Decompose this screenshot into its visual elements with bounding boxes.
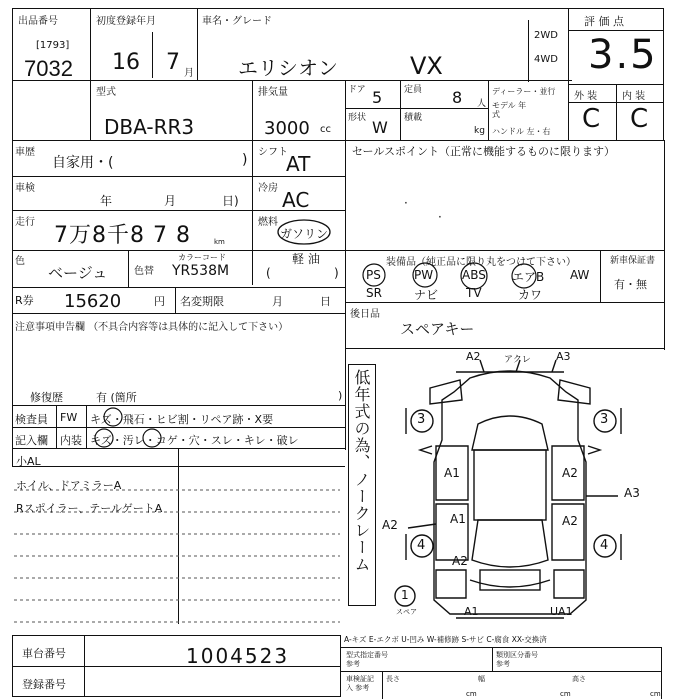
fuel-gasoline: ガソリン <box>280 227 329 241</box>
spare-label: スペア <box>396 608 417 616</box>
aftermarket-label: 後日品 <box>350 309 380 320</box>
mark-left-front-door: A1 <box>444 466 460 480</box>
chassis-label: 車台番号 <box>22 647 66 660</box>
claim-notice: 低年式の為、ノークレーム <box>352 369 371 573</box>
mark-left-quarter: A2 <box>382 518 398 532</box>
inspection-label: 車検 <box>15 183 35 194</box>
equip-pw: PW <box>414 268 434 282</box>
score-label: 評 価 点 <box>584 15 624 28</box>
repair-label: 修復歴 <box>30 391 63 404</box>
entry-label: 記入欄 <box>15 434 48 447</box>
ext-label: 外 装 <box>574 91 598 102</box>
ac-label: 冷房 <box>258 183 278 194</box>
remark-1: 小AL <box>16 455 41 468</box>
width-cm: cm <box>560 690 571 698</box>
inspection-year: 年 <box>100 194 113 208</box>
class-label: 類別区分番号 参考 <box>496 651 538 668</box>
model-name: エリシオン <box>238 56 338 80</box>
recycle-label: R券 <box>15 294 34 307</box>
score-value: 3.5 <box>588 32 658 78</box>
mark-top-right: A3 <box>556 350 571 363</box>
mark-fl-wheel: 3 <box>417 412 426 427</box>
history-label: 車歴 <box>15 147 35 158</box>
drive-2wd: 2WD <box>534 30 558 41</box>
ext-grade: C <box>582 104 601 134</box>
int-items-label: 内装 <box>60 434 82 447</box>
color-label: 色 <box>15 256 25 267</box>
fuel-paren-close: ) <box>334 266 339 280</box>
mileage-label: 走行 <box>15 217 35 228</box>
lot-code: [1793] <box>36 40 70 51</box>
int-grade: C <box>630 104 649 134</box>
mark-spare: 1 <box>401 588 409 602</box>
mark-fr-wheel: 3 <box>600 412 609 427</box>
door-value: 5 <box>372 88 383 107</box>
length-label: 長さ <box>386 675 400 683</box>
recycle-yen: 円 <box>154 295 165 308</box>
history-value: 自家用・( <box>52 155 114 171</box>
lot-label: 出品番号 <box>18 16 58 27</box>
reg-year: 16 <box>112 50 140 75</box>
mark-rr-wheel: 4 <box>600 538 609 553</box>
mark-right-rear-door: A2 <box>562 514 578 528</box>
person-unit: 人 <box>477 99 487 109</box>
sales-dot-1: · <box>404 196 408 210</box>
remark-2: ホイル、ドアミラーA <box>16 479 122 492</box>
mileage-value: 7万8千8 7 8 <box>54 223 191 248</box>
mark-right-front-door: A2 <box>562 466 578 480</box>
mark-top-left: A2 <box>466 350 481 363</box>
name-change-month: 月 <box>272 295 283 308</box>
repair-close: ) <box>338 389 343 402</box>
type-value: DBA-RR3 <box>104 115 195 139</box>
mark-rear-left: A1 <box>464 605 479 618</box>
equip-navi: ナビ <box>414 288 439 302</box>
cc-unit: cc <box>320 124 331 135</box>
ac-value: AC <box>282 188 310 212</box>
equip-airbag: エアB <box>512 270 545 284</box>
mark-rear-right: UA1 <box>550 605 573 618</box>
remark-3: Rスポイラー、テールゲートA <box>16 502 163 515</box>
type-spec-label: 型式指定番号 参考 <box>346 651 388 668</box>
size-label: 車検証記入 参考 <box>346 675 374 692</box>
month-unit: 月 <box>184 68 194 79</box>
mark-left-rear-door: A1 <box>450 512 466 526</box>
dealer-label: ディーラー・並行 <box>492 87 556 96</box>
int-label: 内 装 <box>622 91 646 102</box>
lot-number: 7032 <box>24 56 73 81</box>
color-code-label: カラーコード <box>178 253 226 262</box>
warranty-label: 新車保証書 <box>610 256 656 266</box>
shift-value: AT <box>286 152 311 176</box>
door-label: ドア <box>348 85 366 95</box>
name-change-day: 日 <box>320 295 331 308</box>
mark-right-side: A3 <box>624 486 640 500</box>
model-year-label: モデル 年式 <box>492 101 527 119</box>
reg-number-label: 登録番号 <box>22 678 66 691</box>
sales-point-label: セールスポイント（正常に機能するものに限ります） <box>352 145 616 158</box>
capacity-label: 定員 <box>404 85 423 95</box>
height-label: 高さ <box>572 675 586 683</box>
mark-top-mid: アクレ <box>504 355 531 365</box>
handle-label: ハンドル 左・右 <box>492 127 551 136</box>
repair-value: 有 (箇所 <box>96 391 137 404</box>
width-label: 幅 <box>478 675 485 683</box>
color-change-label: 色替 <box>134 266 154 277</box>
displacement-label: 排気量 <box>258 87 288 98</box>
inspector-label: 検査員 <box>15 413 48 426</box>
grade: VX <box>410 52 443 80</box>
legend: A-キズ E-エクボ U-凹み W-補修跡 S-サビ C-腐食 XX-交換済 <box>344 635 547 644</box>
mark-left-rear-panel: A2 <box>452 554 468 568</box>
first-reg-label: 初度登録年月 <box>96 16 156 27</box>
equip-sr: SR <box>366 286 382 300</box>
displacement-value: 3000 <box>264 118 310 139</box>
name-change-label: 名変期限 <box>180 295 224 308</box>
load-label: 積載 <box>404 113 423 123</box>
int-items: キズ・汚レ・コゲ・穴・スレ・キレ・破レ <box>90 434 299 447</box>
chassis-value: 1004523 <box>186 644 290 668</box>
shift-label: シフト <box>258 147 288 158</box>
equipment-label: 装備品（純正品に限り丸をつけて下さい） <box>386 257 576 268</box>
color-value: ベージュ <box>48 264 108 282</box>
kg-unit: kg <box>474 126 485 136</box>
capacity-value: 8 <box>452 88 463 107</box>
equip-leather: カワ <box>518 288 543 302</box>
km-unit: km <box>214 238 225 246</box>
shape-label: 形状 <box>348 113 367 123</box>
inspection-month: 月 <box>164 194 177 208</box>
shape-value: W <box>372 118 388 137</box>
fuel-label: 燃料 <box>258 217 278 228</box>
equip-abs: ABS <box>462 268 486 282</box>
warranty-value: 有・無 <box>614 278 647 291</box>
equip-ps: PS <box>366 268 381 282</box>
fw-items: キズ・飛石・ヒビ割・リペア跡・X要 <box>90 413 274 426</box>
reg-month: 7 <box>166 50 180 75</box>
recycle-value: 15620 <box>64 291 122 312</box>
fuel-diesel: 軽 油 <box>292 252 320 266</box>
color-code-value: YR538M <box>172 263 230 279</box>
equip-aw: AW <box>570 268 590 282</box>
type-label: 型式 <box>96 87 116 98</box>
inspection-day: 日) <box>222 194 239 208</box>
equip-tv: TV <box>466 286 482 300</box>
length-cm: cm <box>466 690 477 698</box>
aftermarket-value: スペアキー <box>400 320 475 338</box>
fw-label: FW <box>60 411 78 424</box>
height-cm: cm <box>650 690 661 698</box>
drive-4wd: 4WD <box>534 54 558 65</box>
model-name-label: 車名・グレード <box>202 16 272 27</box>
sales-dot-2: · <box>438 210 442 224</box>
history-close: ) <box>242 152 248 168</box>
mark-rl-wheel: 4 <box>417 538 426 553</box>
notes-label: 注意事項申告欄 （不具合内容等は具体的に記入して下さい） <box>15 322 289 333</box>
fuel-paren-open: ( <box>266 266 271 280</box>
